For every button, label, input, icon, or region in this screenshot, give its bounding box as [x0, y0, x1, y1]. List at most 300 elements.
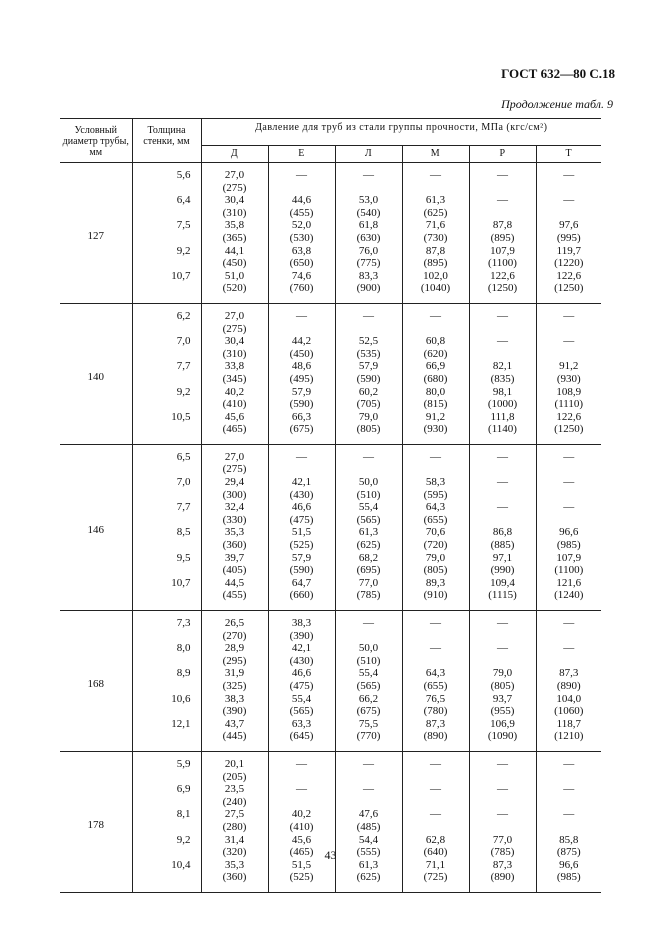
pressure-kgf: (875) — [556, 846, 581, 859]
pressure-mpa: 63,8 — [291, 244, 312, 257]
pressure-kgf: (725) — [423, 871, 448, 884]
pressure-kgf: (360) — [222, 871, 247, 884]
empty-dash: — — [563, 808, 575, 821]
pressure-cell — [402, 783, 469, 808]
empty-dash: — — [430, 642, 441, 655]
pressure-kgf: (890) — [556, 679, 581, 692]
pressure-mpa: 31,9 — [224, 667, 245, 680]
pressure-mpa: 39,7 — [224, 551, 245, 564]
pressure-cell — [469, 577, 536, 611]
pressure-mpa: 38,3 — [291, 617, 312, 629]
pressure-mpa: 76,5 — [425, 692, 446, 705]
pressure-mpa: 104,0 — [556, 692, 582, 705]
pressure-cell — [469, 303, 536, 335]
pressure-cell — [402, 476, 469, 501]
empty-dash: — — [497, 335, 508, 348]
empty-dash: — — [430, 617, 441, 629]
pressure-cell — [469, 611, 536, 643]
pressure-kgf: (430) — [289, 654, 314, 667]
pressure-cell — [201, 194, 268, 219]
table-row — [60, 577, 601, 611]
pressure-mpa: 63,3 — [291, 717, 312, 730]
standard-designation: ГОСТ 632—80 С.18 — [501, 66, 615, 81]
pressure-cell — [335, 411, 402, 445]
pressure-cell — [335, 859, 402, 893]
pressure-mpa: 82,1 — [492, 360, 513, 373]
pressure-cell — [268, 667, 335, 692]
pressure-mpa: 61,8 — [358, 219, 379, 232]
pressure-cell — [335, 194, 402, 219]
pressure-kgf: (885) — [490, 539, 515, 552]
pressure-kgf: (985) — [556, 871, 581, 884]
pressure-cell — [201, 859, 268, 893]
pressure-mpa: 47,6 — [358, 808, 379, 821]
pressure-cell — [268, 335, 335, 360]
pressure-cell — [402, 808, 469, 833]
pressure-kgf: (495) — [289, 372, 314, 385]
thickness-value: 7,5 — [176, 219, 191, 232]
pressure-cell — [469, 808, 536, 833]
pressure-mpa: 44,5 — [224, 576, 245, 589]
pressure-cell — [335, 303, 402, 335]
pressure-kgf: (510) — [356, 654, 381, 667]
grade-header: Е — [268, 146, 335, 163]
pressure-cell — [402, 718, 469, 752]
pressure-kgf: (695) — [356, 564, 381, 577]
pressure-kgf: (540) — [356, 206, 381, 219]
pressure-cell — [469, 411, 536, 445]
pressure-cell — [402, 194, 469, 219]
pressure-cell — [335, 526, 402, 551]
pressure-cell — [268, 386, 335, 411]
pressure-kgf: (310) — [222, 347, 247, 360]
table-row — [60, 667, 601, 692]
empty-dash: — — [296, 757, 307, 770]
empty-dash: — — [430, 309, 441, 322]
pressure-kgf: (450) — [289, 347, 314, 360]
pressure-cell — [201, 219, 268, 244]
pressure-mpa: 35,8 — [224, 219, 245, 232]
pressure-cell — [201, 808, 268, 833]
empty-dash: — — [563, 783, 575, 796]
pressure-mpa: 51,5 — [291, 526, 312, 539]
pressure-cell — [469, 783, 536, 808]
thickness-value: 10,7 — [171, 576, 191, 589]
empty-dash: — — [497, 309, 508, 322]
table-row — [60, 335, 601, 360]
thickness-value: 6,2 — [176, 309, 191, 322]
pressure-kgf: (805) — [356, 423, 381, 436]
pressure-kgf: (510) — [356, 488, 381, 501]
pressure-kgf: (405) — [222, 564, 247, 577]
pressure-mpa: 45,6 — [224, 410, 245, 423]
pressure-cell — [335, 751, 402, 783]
pressure-mpa: 108,9 — [556, 385, 582, 398]
thickness-value: 6,5 — [176, 450, 191, 463]
thickness-value: 9,2 — [176, 385, 191, 398]
pressure-cell — [536, 245, 601, 270]
pressure-cell — [335, 444, 402, 476]
pressure-cell — [536, 667, 601, 692]
pressure-cell — [536, 611, 601, 643]
pressure-cell — [335, 245, 402, 270]
table-row — [60, 751, 601, 783]
pressure-mpa: 50,0 — [358, 476, 379, 489]
thickness-value: 7,0 — [176, 476, 191, 489]
pressure-mpa: 31,4 — [224, 833, 245, 846]
pressure-cell — [268, 219, 335, 244]
pressure-kgf: (525) — [289, 871, 314, 884]
thickness-value: 8,5 — [176, 526, 191, 539]
pressure-mpa: 64,3 — [425, 501, 446, 514]
pressure-cell — [469, 386, 536, 411]
pressure-kgf: (655) — [423, 679, 448, 692]
pressure-cell — [402, 444, 469, 476]
grade-header: Л — [335, 146, 402, 163]
thickness-value: 8,9 — [176, 667, 191, 680]
pressure-cell — [536, 386, 601, 411]
pressure-mpa: 74,6 — [291, 269, 312, 282]
pressure-kgf: (995) — [556, 231, 581, 244]
pressure-kgf: (310) — [222, 206, 247, 219]
pressure-cell — [335, 360, 402, 385]
pressure-cell — [402, 642, 469, 667]
pressure-cell — [268, 693, 335, 718]
empty-dash: — — [430, 169, 441, 181]
pressure-cell — [335, 552, 402, 577]
pressure-mpa: 87,3 — [559, 667, 579, 680]
pressure-mpa: 122,6 — [556, 269, 582, 282]
pressure-kgf: (275) — [222, 181, 247, 194]
table-row — [60, 444, 601, 476]
empty-dash: — — [563, 309, 575, 322]
pressure-kgf: (1110) — [554, 398, 584, 411]
pressure-kgf: (450) — [222, 257, 247, 270]
pressure-cell — [201, 163, 268, 195]
diameter-cell: 178 — [60, 751, 132, 892]
pressure-mpa: 89,3 — [425, 576, 446, 589]
pressure-kgf: (1210) — [554, 730, 584, 743]
empty-dash: — — [363, 757, 374, 770]
empty-dash: — — [563, 335, 575, 348]
thickness-value: 7,7 — [176, 501, 191, 514]
pressure-kgf: (430) — [289, 488, 314, 501]
pressure-kgf: (390) — [222, 705, 247, 718]
pressure-kgf: (930) — [556, 372, 581, 385]
empty-dash: — — [363, 450, 374, 463]
pressure-cell — [536, 335, 601, 360]
pressure-kgf: (760) — [289, 282, 314, 295]
pressure-kgf: (650) — [289, 257, 314, 270]
pressure-cell — [402, 219, 469, 244]
pressure-cell — [402, 611, 469, 643]
pressure-cell — [536, 219, 601, 244]
table-row — [60, 303, 601, 335]
pressure-kgf: (930) — [423, 423, 448, 436]
pressure-mpa: 54,4 — [358, 833, 379, 846]
pressure-mpa: 40,2 — [224, 385, 245, 398]
table-row — [60, 642, 601, 667]
empty-dash: — — [497, 194, 508, 207]
empty-dash: — — [430, 757, 441, 770]
pressure-mpa: 80,0 — [425, 385, 446, 398]
table-row — [60, 693, 601, 718]
pressure-kgf: (655) — [423, 513, 448, 526]
pressure-cell — [469, 194, 536, 219]
pressure-kgf: (1250) — [554, 423, 584, 436]
pressure-cell — [402, 360, 469, 385]
pressure-kgf: (520) — [222, 282, 247, 295]
pressure-kgf: (675) — [289, 423, 314, 436]
table-row — [60, 526, 601, 551]
grade-header: Р — [469, 146, 536, 163]
table-row — [60, 808, 601, 833]
pressure-cell — [335, 718, 402, 752]
pressure-kgf: (640) — [423, 846, 448, 859]
pressure-kgf: (805) — [423, 564, 448, 577]
pressure-mpa: 27,5 — [224, 808, 245, 821]
pressure-mpa: 44,1 — [224, 244, 245, 257]
pressure-cell — [201, 386, 268, 411]
pressure-mpa: 107,9 — [490, 244, 515, 257]
pressure-cell — [201, 476, 268, 501]
pressure-kgf: (535) — [356, 347, 381, 360]
pressure-cell — [469, 667, 536, 692]
pressure-cell — [469, 163, 536, 195]
pressure-kgf: (660) — [289, 589, 314, 602]
pressure-kgf: (525) — [289, 539, 314, 552]
pressure-cell — [536, 476, 601, 501]
header-pressure: Давление для труб из стали группы прочности, МПа (кгс/см²) — [201, 119, 601, 146]
pressure-cell — [201, 444, 268, 476]
pressure-cell — [469, 642, 536, 667]
pressure-mpa: 35,3 — [224, 526, 245, 539]
pressure-mpa: 38,3 — [224, 692, 245, 705]
pressure-cell — [469, 335, 536, 360]
pressure-mpa: 60,2 — [358, 385, 379, 398]
pressure-mpa: 79,0 — [358, 410, 379, 423]
pressure-mpa: 111,8 — [490, 410, 515, 423]
pressure-mpa: 23,5 — [224, 783, 245, 796]
pressure-cell — [536, 444, 601, 476]
pressure-mpa: 122,6 — [490, 269, 515, 282]
empty-dash: — — [296, 169, 307, 181]
pressure-kgf: (1250) — [554, 282, 584, 295]
pressure-kgf: (780) — [423, 705, 448, 718]
pressure-cell — [402, 693, 469, 718]
grade-header: Д — [201, 146, 268, 163]
pressure-mpa: 93,7 — [492, 692, 513, 705]
table-row — [60, 718, 601, 752]
pressure-mpa: 75,5 — [358, 717, 379, 730]
pressure-kgf: (410) — [222, 398, 247, 411]
pressure-cell — [268, 194, 335, 219]
pressure-kgf: (565) — [289, 705, 314, 718]
pressure-cell — [402, 303, 469, 335]
pressure-cell — [335, 219, 402, 244]
pressure-kgf: (455) — [289, 206, 314, 219]
pressure-kgf: (240) — [222, 795, 247, 808]
pressure-mpa: 46,6 — [291, 501, 312, 514]
pressure-cell — [268, 808, 335, 833]
pressure-cell — [402, 667, 469, 692]
empty-dash: — — [296, 309, 307, 322]
pressure-kgf: (705) — [356, 398, 381, 411]
pressure-mpa: 51,5 — [291, 858, 312, 871]
empty-dash: — — [563, 476, 575, 489]
table-row — [60, 360, 601, 385]
empty-dash: — — [363, 783, 374, 796]
pressure-mpa: 26,5 — [224, 617, 245, 629]
thickness-value: 12,1 — [171, 717, 191, 730]
pressure-mpa: 87,8 — [425, 244, 446, 257]
pressure-cell — [536, 501, 601, 526]
pressure-kgf: (390) — [289, 629, 314, 642]
pressure-cell — [536, 270, 601, 304]
pressure-kgf: (645) — [289, 730, 314, 743]
empty-dash: — — [497, 476, 508, 489]
pressure-mpa: 68,2 — [358, 551, 379, 564]
empty-dash: — — [296, 450, 307, 463]
grade-header: М — [402, 146, 469, 163]
pressure-mpa: 61,3 — [358, 858, 379, 871]
pressure-mpa: 27,0 — [224, 169, 245, 181]
pressure-cell — [201, 270, 268, 304]
pressure-kgf: (620) — [423, 347, 448, 360]
pressure-mpa: 122,6 — [556, 410, 582, 423]
empty-dash: — — [497, 757, 508, 770]
thickness-value: 8,0 — [176, 642, 191, 655]
pressure-mpa: 46,6 — [291, 667, 312, 680]
pressure-kgf: (590) — [289, 564, 314, 577]
pressure-cell — [268, 303, 335, 335]
pressure-kgf: (1220) — [554, 257, 584, 270]
pressure-kgf: (475) — [289, 679, 314, 692]
pressure-mpa: 64,7 — [291, 576, 312, 589]
pressure-mpa: 32,4 — [224, 501, 245, 514]
pressure-cell — [469, 552, 536, 577]
pressure-cell — [536, 751, 601, 783]
pressure-mpa: 27,0 — [224, 309, 245, 322]
pressure-kgf: (680) — [423, 372, 448, 385]
pressure-mpa: 55,4 — [358, 667, 379, 680]
pressure-mpa: 79,0 — [492, 667, 513, 680]
pressure-mpa: 106,9 — [490, 717, 515, 730]
pressure-cell — [536, 552, 601, 577]
pressure-cell — [201, 718, 268, 752]
pressure-kgf: (1060) — [554, 705, 584, 718]
pressure-cell — [268, 444, 335, 476]
pressure-mpa: 42,1 — [291, 642, 312, 655]
pressure-cell — [402, 163, 469, 195]
thickness-value: 10,5 — [171, 410, 191, 423]
pressure-cell — [536, 718, 601, 752]
pressure-cell — [335, 808, 402, 833]
empty-dash: — — [497, 617, 508, 629]
pressure-mpa: 87,8 — [492, 219, 513, 232]
empty-dash: — — [497, 808, 508, 821]
pressure-kgf: (590) — [289, 398, 314, 411]
pressure-mpa: 87,3 — [425, 717, 446, 730]
pressure-kgf: (805) — [490, 679, 515, 692]
pressure-cell — [469, 718, 536, 752]
empty-dash: — — [296, 783, 307, 796]
pressure-mpa: 51,0 — [224, 269, 245, 282]
pressure-kgf: (320) — [222, 846, 247, 859]
pressure-kgf: (955) — [490, 705, 515, 718]
table-row — [60, 270, 601, 304]
grade-header: Т — [536, 146, 601, 163]
pressure-cell — [335, 335, 402, 360]
pressure-kgf: (1100) — [488, 257, 517, 270]
pressure-mpa: 30,4 — [224, 335, 245, 348]
pressure-cell — [268, 270, 335, 304]
pressure-kgf: (625) — [356, 539, 381, 552]
thickness-value: 9,2 — [176, 833, 191, 846]
thickness-value: 5,9 — [176, 757, 191, 770]
pressure-kgf: (595) — [423, 488, 448, 501]
pressure-cell — [402, 270, 469, 304]
pressure-kgf: (280) — [222, 820, 247, 833]
pressure-mpa: 118,7 — [556, 717, 581, 730]
header-diameter: Условный диаметр трубы, мм — [60, 119, 132, 163]
table-row — [60, 783, 601, 808]
pressure-cell — [536, 360, 601, 385]
pressure-cell — [201, 501, 268, 526]
pressure-mpa: 102,0 — [423, 269, 448, 282]
pressure-cell — [201, 245, 268, 270]
pressure-kgf: (1240) — [554, 589, 584, 602]
pressure-cell — [268, 642, 335, 667]
thickness-value: 9,2 — [176, 244, 191, 257]
thickness-value: 10,4 — [171, 858, 191, 871]
empty-dash: — — [363, 309, 374, 322]
thickness-value: 7,0 — [176, 335, 191, 348]
empty-dash: — — [363, 617, 374, 629]
pressure-kgf: (555) — [356, 846, 381, 859]
pressure-kgf: (345) — [222, 372, 247, 385]
table-continuation-note: Продолжение табл. 9 — [501, 97, 613, 111]
pressure-mpa: 60,8 — [425, 335, 446, 348]
pressure-cell — [402, 859, 469, 893]
pressure-mpa: 52,0 — [291, 219, 312, 232]
pressure-kgf: (815) — [423, 398, 448, 411]
pressure-mpa: 58,3 — [425, 476, 446, 489]
pressure-kgf: (590) — [356, 372, 381, 385]
pressure-mpa: 45,6 — [291, 833, 312, 846]
pressure-mpa: 57,9 — [291, 385, 312, 398]
pressure-kgf: (785) — [490, 846, 515, 859]
pressure-mpa: 55,4 — [358, 501, 379, 514]
pressure-mpa: 107,9 — [556, 551, 582, 564]
pressure-kgf: (890) — [423, 730, 448, 743]
pressure-cell — [469, 693, 536, 718]
pressure-cell — [201, 577, 268, 611]
pressure-kgf: (625) — [423, 206, 448, 219]
pressure-cell — [469, 526, 536, 551]
pressure-kgf: (565) — [356, 513, 381, 526]
pressure-mpa: 35,3 — [224, 858, 245, 871]
pressure-mpa: 76,0 — [358, 244, 379, 257]
pressure-kgf: (530) — [289, 231, 314, 244]
pressure-mpa: 66,9 — [425, 360, 446, 373]
pressure-kgf: (895) — [423, 257, 448, 270]
pressure-mpa: 66,2 — [358, 692, 379, 705]
pressure-cell — [402, 552, 469, 577]
pressure-cell — [335, 642, 402, 667]
pressure-mpa: 91,2 — [425, 410, 446, 423]
pressure-kgf: (775) — [356, 257, 381, 270]
